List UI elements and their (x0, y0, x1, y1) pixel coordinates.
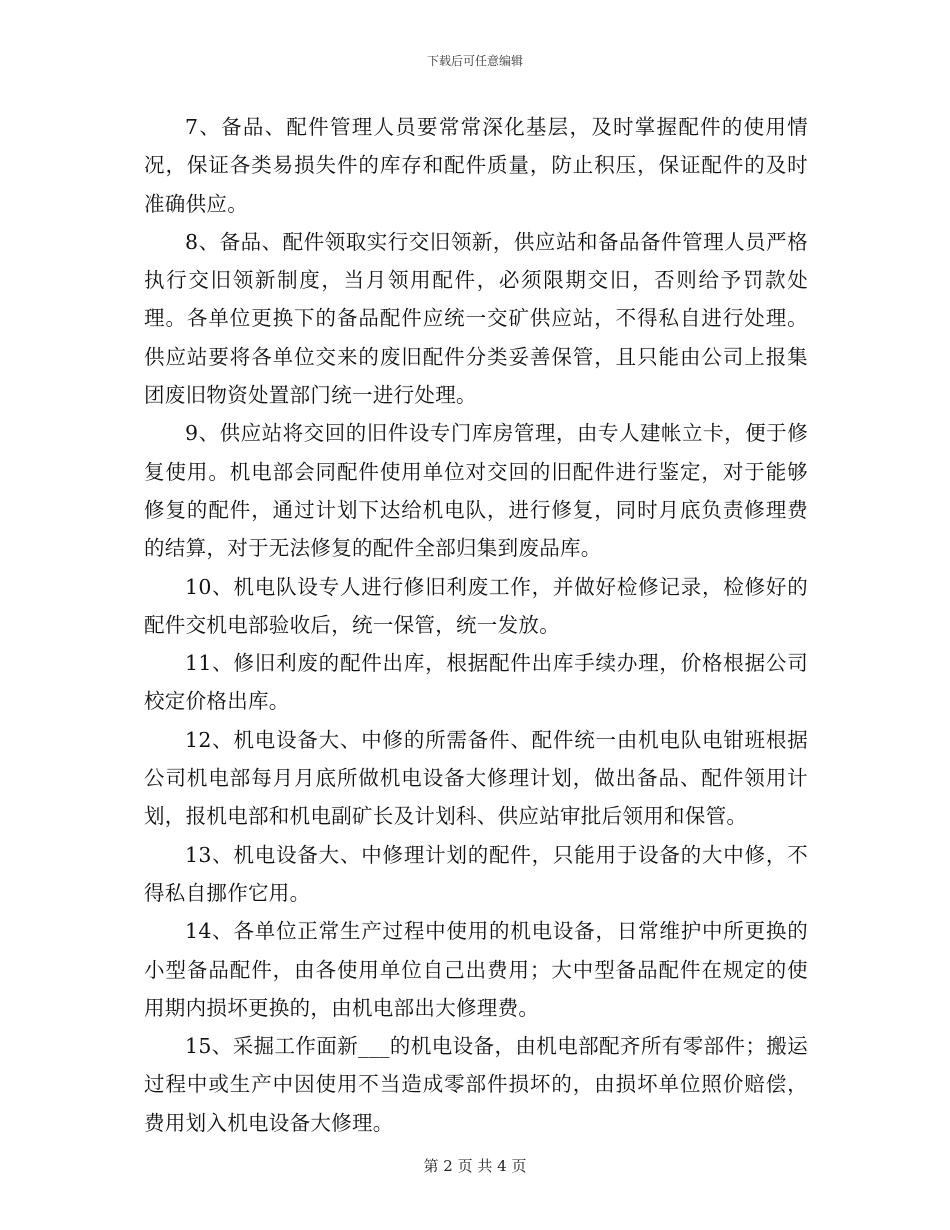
paragraph-item-10: 10、机电队设专人进行修旧利废工作，并做好检修记录，检修好的配件交机电部验收后，统一保管，统一发放。 (144, 574, 808, 637)
paragraph-item-8: 8、备品、配件领取实行交旧领新，供应站和备品备件管理人员严格执行交旧领新制度，当月领用配件，必须限期交旧，否则给予罚款处理。各单位更换下的备品配件应统一交矿供应站，不得私自进行处理。供应站要将各单位交来的废旧配件分类妥善保管，且只能由公司上报集团废旧物资处置部门统一进行处理。 (144, 229, 808, 408)
paragraph-item-13: 13、机电设备大、中修理计划的配件，只能用于设备的大中修，不得私自挪作它用。 (144, 842, 808, 905)
page-header: 下载后可任意编辑 (426, 54, 523, 68)
paragraph-item-11: 11、修旧利废的配件出库，根据配件出库手续办理，价格根据公司校定价格出库。 (144, 651, 808, 714)
paragraph-item-12: 12、机电设备大、中修的所需备件、配件统一由机电队电钳班根据公司机电部每月月底所做机电设备大修理计划，做出备品、配件领用计划，报机电部和机电副矿长及计划科、供应站审批后领用和保管。 (144, 727, 808, 829)
paragraph-item-7: 7、备品、配件管理人员要常常深化基层，及时掌握配件的使用情况，保证各类易损失件的库存和配件质量，防止积压，保证配件的及时准确供应。 (144, 115, 808, 216)
document-body (144, 108, 808, 1142)
paragraph-item-15: 15、采掘工作面新___的机电设备，由机电部配齐所有零部件；搬运过程中或生产中因使用不当造成零部件损坏的，由损坏单位照价赔偿，费用划入机电设备大修理。 (144, 1034, 808, 1135)
page-number-footer: 第 2 页 共 4 页 (423, 1157, 527, 1175)
paragraph-item-14: 14、各单位正常生产过程中使用的机电设备，日常维护中所更换的小型备品配件，由各使用单位自己出费用；大中型备品配件在规定的使用期内损坏更换的，由机电部出大修理费。 (144, 919, 808, 1020)
paragraph-item-9: 9、供应站将交回的旧件设专门库房管理，由专人建帐立卡，便于修复使用。机电部会同配件使用单位对交回的旧配件进行鉴定，对于能够修复的配件，通过计划下达给机电队，进行修复，同时月底负责修理费的结算，对于无法修复的配件全部归集到废品库。 (144, 421, 808, 561)
